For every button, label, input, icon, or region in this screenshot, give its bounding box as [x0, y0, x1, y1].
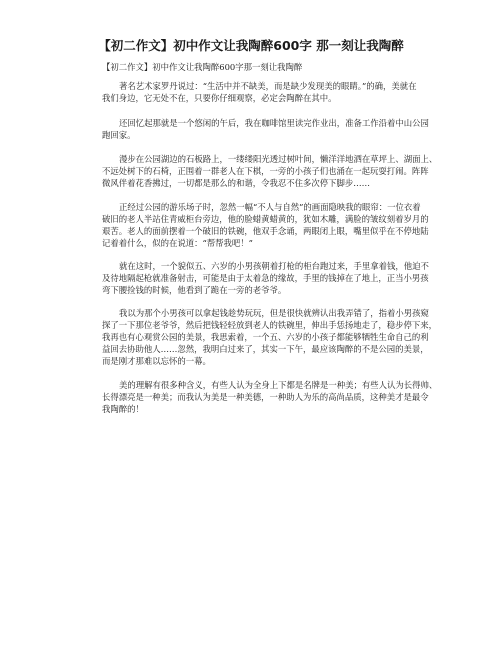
paragraph-line: 破旧的老人半站住青威柜台旁边，他的脸蜡黄蜡黄的，犹如木雕，满脸的皱纹刻着岁月的	[102, 214, 429, 224]
paragraph-line: 我以为那个小男孩可以拿起钱趁势玩玩，但是很快就辨认出我弄错了，指着小男孩窥	[119, 308, 429, 318]
paragraph-line: 美的理解有很多种含义，有些人认为全身上下都是名牌是一种美；有些人认为长得帅、	[119, 380, 438, 390]
paragraph-line: 还回忆起那就是一个悠闲的午后，我在咖啡馆里读完作业出，准备工作沿着中山公园	[119, 118, 429, 128]
paragraph-line: 正经过公园的游乐场子时，忽然一幅“不人与自然”的画面隐映我的眼帘：一位衣着	[119, 202, 421, 212]
paragraph-line: 就在这时，一个貌似五、六岁的小男孩朝着打枪的柜台跑过来，手里拿着钱，他迫不	[119, 261, 429, 271]
paragraph-line: 探了一下那位老爷爷，然后把钱轻轻放到老人的铁碗里，伸出手恁扬地走了，稳步停下来，	[102, 320, 437, 330]
paragraph-3	[102, 153, 438, 189]
document-subtitle: 【初二作文】初中作文让我陶醉600字那一刻让我陶醉	[102, 62, 303, 72]
document-title: 【初二作文】初中作文让我陶醉600字 那一刻让我陶醉	[98, 38, 404, 53]
paragraph-4	[102, 201, 429, 249]
paragraph-7	[102, 379, 438, 415]
paragraph-line: 长得漂亮是一种美；而我认为美是一种美德，一种助人为乐的高尚品质，这种美才是最令	[102, 392, 429, 402]
paragraph-line: 跑回家。	[102, 130, 136, 140]
paragraph-6	[102, 307, 437, 367]
paragraph-line: 我陶醉的！	[102, 404, 144, 414]
paragraph-line: 微风伴着花香拂过，一切都是那么的和谐，令我忍不住多次停下脚步……	[102, 178, 370, 188]
paragraph-1	[102, 80, 417, 104]
paragraph-5	[102, 260, 429, 296]
paragraph-line: 及待地隔起枪就准备射击，可能是由于太着急的缘故，手里的钱掉在了地上，正当小男孩	[102, 273, 429, 283]
paragraph-line: 弯下腰捡钱的时候，他看到了跪在一旁的老爷爷。	[102, 285, 287, 295]
paragraph-line: 益回去协助他人……忽然，我明白过来了，其实一下午，最应该陶醉的不是公园的美景，	[102, 344, 429, 354]
paragraph-line: 艰苦。老人的面前摆着一个破旧的铁碗，他双手念诵，两眼闭上眼，嘴里似乎在不停地陆	[102, 226, 429, 236]
paragraph-2	[102, 117, 429, 141]
paragraph-line: 我再也有心观赏公园的美景，我思索着，一个五、六岁的小孩子都能够牺牲生命自己的利	[102, 332, 429, 342]
paragraph-line: 著名艺术家罗丹说过：“生活中并不缺美，而是缺少发现美的眼睛。”的确，美就在	[119, 81, 417, 91]
paragraph-line: 不远处树下的石椅，正围着一群老人在下棋，一旁的小孩子们也涌在一起玩耍打闹。阵阵	[102, 166, 429, 176]
paragraph-line: 我们身边，它无处不在，只要你仔细观察，必定会陶醉在其中。	[102, 93, 337, 103]
paragraph-line: 漫步在公园湖边的石板路上，一缕缕阳光透过树叶间，懒洋洋地洒在草坪上、湖面上、	[119, 154, 438, 164]
paragraph-line: 记着着什么，似的在说道：“帮帮我吧！”	[102, 238, 253, 248]
paragraph-line: 而是刚才那难以忘怀的一幕。	[102, 356, 211, 366]
